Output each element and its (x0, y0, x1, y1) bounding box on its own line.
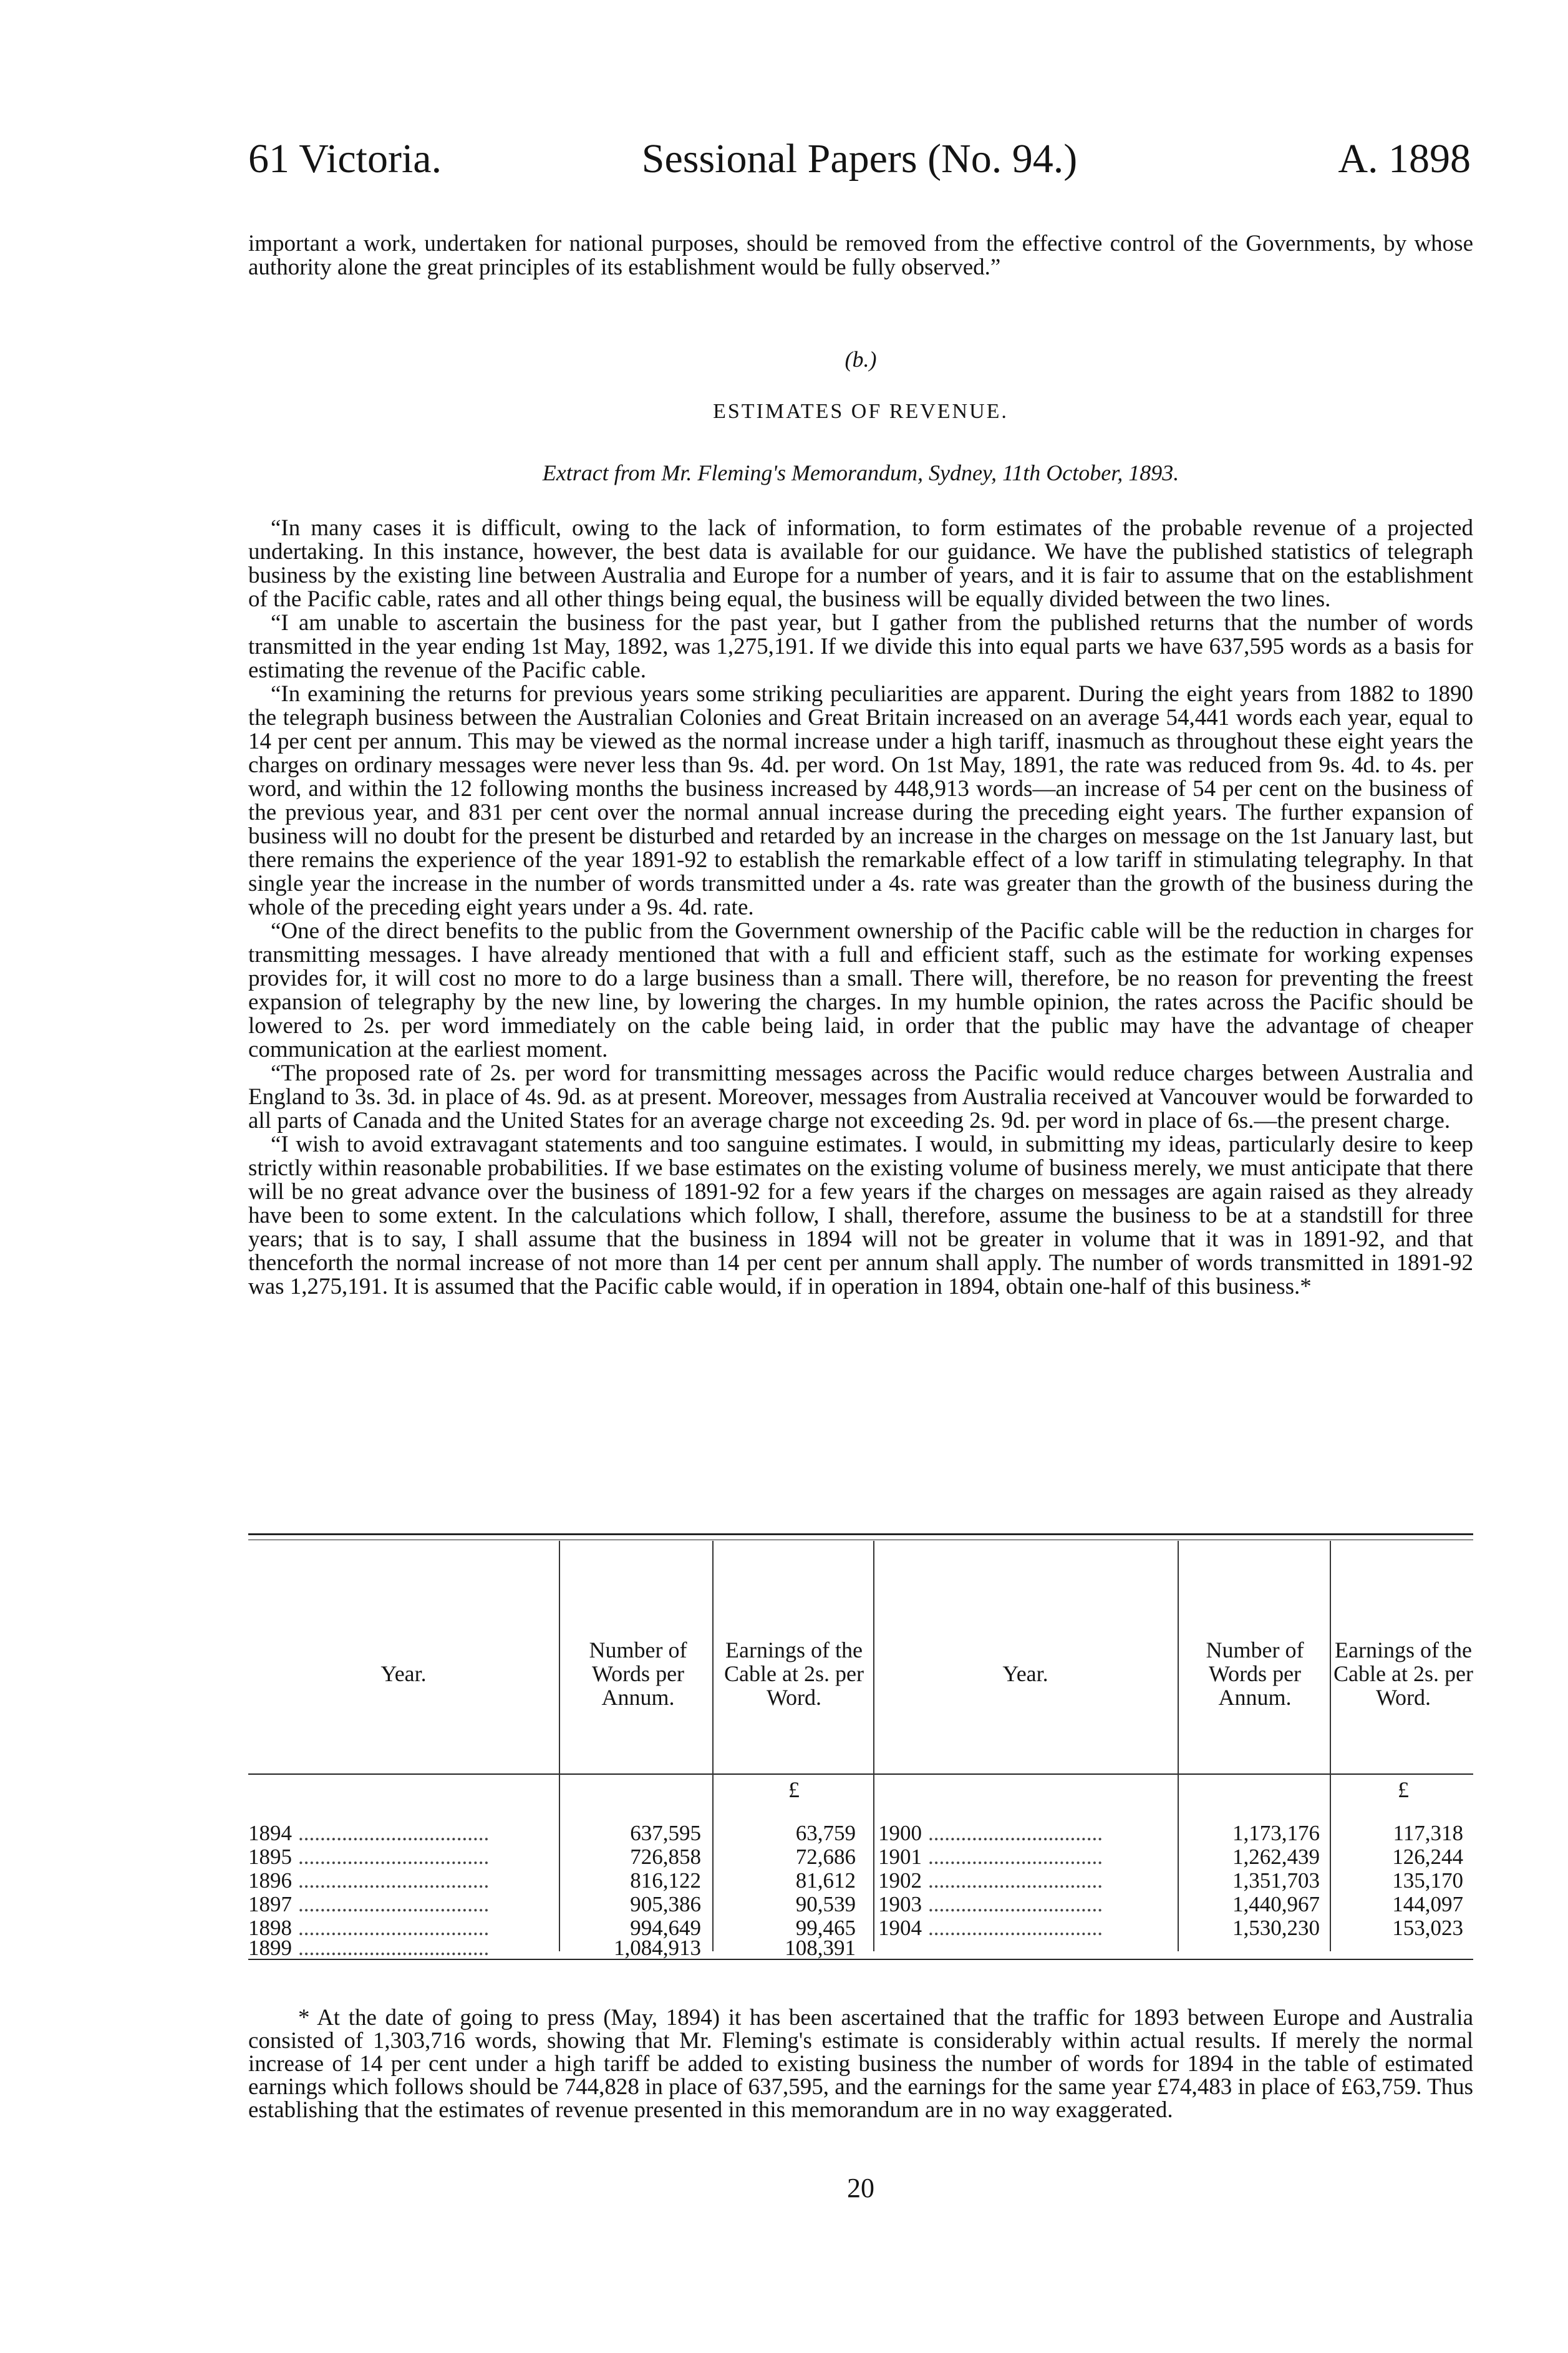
words-cell: 905,386 (630, 1892, 701, 1916)
leader-dots: ................................... (298, 1845, 490, 1869)
leader-dots: ................................ (928, 1845, 1103, 1869)
earnings-cell: 63,759 (795, 1821, 856, 1845)
words-cell: 1,084,913 (614, 1936, 701, 1960)
year-cell: 1896 (248, 1868, 292, 1893)
words-cell: 726,858 (630, 1845, 701, 1869)
earnings-cell: 72,686 (795, 1845, 856, 1869)
leader-dots: ................................ (928, 1821, 1103, 1845)
leader-dots: ................................... (298, 1868, 490, 1893)
leader-dots: ................................... (298, 1936, 490, 1960)
leader-dots: ................................ (928, 1916, 1103, 1940)
earnings-cell: 90,539 (795, 1892, 856, 1916)
estimates-table (248, 1533, 1473, 1961)
header-title: Sessional Papers (No. 94.) (641, 136, 1078, 182)
paragraph: “The proposed rate of 2s. per word for transmitting messages across the Pacific would reduce charges between Australia and England to 3s. 3d. in place of 4s. 9d. as at present. Moreover, messages from Australia received at Vancouver would be forwarded to all parts of Canada and the United States for an average charge not exceeding 2s. 9d. per word in place of 6s.—the present charge. (248, 1060, 1473, 1133)
header-year-left: Year. (380, 1661, 427, 1686)
section-label: (b.) (844, 347, 877, 372)
header-year-right: Year. (1002, 1661, 1048, 1686)
year-cell: 1899 (248, 1936, 292, 1960)
footnote-text: * At the date of going to press (May, 1894) it has been ascertained that the traffic for 1893 between Europe and Australia consisted of 1,303,716 words, showing that Mr. Fleming's estimate is considerably within actual results. If merely the normal increase of 14 per cent under a high tariff be added to existing business the number of words for 1894 in the table of estimated earnings which follows should be 744,828 in place of 637,595, and the earnings for the same year £74,483 in place of £63,759. Thus establishing that the estimates of revenue presented in this memorandum are in no way exaggerated. (248, 2005, 1473, 2123)
header-earnings-right: Earnings of the Cable at 2s. per Word. (1333, 1637, 1473, 1710)
currency-unit-right: £ (1398, 1777, 1409, 1802)
intro-paragraph: important a work, undertaken for national purposes, should be removed from the effective control of the Governments, by whose authority alone the great principles of its establishment would be fully observed.” (248, 231, 1473, 280)
words-cell: 994,649 (630, 1916, 701, 1940)
leader-dots: ................................... (298, 1916, 490, 1940)
earnings-cell: 99,465 (795, 1916, 856, 1940)
earnings-cell: 81,612 (795, 1868, 856, 1893)
paragraph: “In many cases it is difficult, owing to the lack of information, to form estimates of the probable revenue of a projected undertaking. In this instance, however, the best data is available for our guidance. We have the published statistics of telegraph business by the existing line between Australia and Europe for a number of years, and it is fair to assume that on the establishment of the Pacific cable, rates and all other things being equal, the business will be equally divided between the two lines. (248, 515, 1473, 612)
leader-dots: ................................ (928, 1892, 1103, 1916)
earnings-cell: 153,023 (1392, 1916, 1463, 1940)
leader-dots: ................................... (298, 1892, 490, 1916)
year-cell: 1903 (878, 1892, 922, 1916)
year-cell: 1900 (878, 1821, 922, 1845)
words-cell: 1,530,230 (1232, 1916, 1320, 1940)
earnings-cell: 144,097 (1392, 1892, 1463, 1916)
currency-unit-left: £ (788, 1777, 800, 1802)
paragraph: “In examining the returns for previous years some striking peculiarities are apparent. During the eight years from 1882 to 1890 the telegraph business between the Australian Colonies and Great Britain increased on an average 54,441 words each year, equal to 14 per cent per annum. This may be viewed as the normal increase under a high tariff, inasmuch as throughout these eight years the charges on ordinary messages were never less than 9s. 4d. per word. On 1st May, 1891, the rate was reduced from 9s. 4d. to 4s. per word, and within the 12 following months the business increased by 448,913 words—an increase of 54 per cent on the business of the previous year, and 831 per cent over the normal annual increase during the preceding eight years. The further expansion of business will no doubt for the present be disturbed and retarded by an increase in the charges on message on the 1st January last, but there remains the experience of the year 1891-92 to establish the remarkable effect of a low tariff in stimulating telegraphy. In that single year the increase in the number of words transmitted under a 4s. rate was greater than the growth of the business during the whole of the preceding eight years under a 9s. 4d. rate. (248, 681, 1473, 920)
year-cell: 1895 (248, 1845, 292, 1869)
earnings-cell: 108,391 (785, 1936, 856, 1960)
year-cell: 1901 (878, 1845, 922, 1869)
year-cell: 1898 (248, 1916, 292, 1940)
header-words-right: Number of Words per Annum. (1206, 1637, 1304, 1710)
section-subtitle: Extract from Mr. Fleming's Memorandum, Sydney, 11th October, 1893. (542, 460, 1179, 485)
earnings-cell: 117,318 (1393, 1821, 1463, 1845)
paragraph: “I wish to avoid extravagant statements and too sanguine estimates. I would, in submitting my ideas, particularly desire to keep strictly within reasonable probabilities. If we base estimates on the existing volume of business merely, we must anticipate that there will be no great advance over the business of 1891-92 for a few years if the charges on messages are again raised as they already have been to some extent. In the calculations which follow, I shall, therefore, assume the business to be at a standstill for three years; that is to say, I shall assume that the business in 1894 will not be greater in volume that it was in 1891-92, and that thenceforth the normal increase of not more than 14 per cent per annum shall apply. The number of words transmitted in 1891-92 was 1,275,191. It is assumed that the Pacific cable would, if in operation in 1894, obtain one-half of this business.* (248, 1132, 1473, 1299)
year-cell: 1902 (878, 1868, 922, 1893)
header-session: 61 Victoria. (248, 136, 442, 182)
header-year: A. 1898 (1338, 136, 1471, 182)
page-header (248, 134, 1471, 190)
paragraph: “One of the direct benefits to the public from the Government ownership of the Pacific cable will be the reduction in charges for transmitting messages. I have already mentioned that with a full and efficient staff, such as the estimate for working expenses provides for, it will cost no more to do a large business than a small. There will, therefore, be no reason for preventing the freest expansion of telegraphy by the new line, by lowering the charges. In my humble opinion, the rates across the Pacific should be lowered to 2s. per word immediately on the cable being laid, in order that the public may have the advantage of cheaper communication at the earliest moment. (248, 918, 1473, 1062)
leader-dots: ................................... (298, 1821, 490, 1845)
year-cell: 1897 (248, 1892, 292, 1916)
section-title: ESTIMATES OF REVENUE. (713, 400, 1009, 423)
page-number: 20 (847, 2173, 874, 2203)
table-top-rule (248, 1533, 1473, 1535)
words-cell: 1,173,176 (1232, 1821, 1320, 1845)
words-cell: 1,262,439 (1232, 1845, 1320, 1869)
header-bottom-rule (248, 1773, 1473, 1775)
earnings-cell: 135,170 (1392, 1868, 1463, 1893)
earnings-cell: 126,244 (1392, 1845, 1463, 1869)
year-cell: 1904 (878, 1916, 922, 1940)
words-cell: 1,351,703 (1232, 1868, 1320, 1893)
words-cell: 637,595 (630, 1821, 701, 1845)
words-cell: 816,122 (630, 1868, 701, 1893)
memorandum-text (248, 517, 1473, 1299)
paragraph: “I am unable to ascertain the business for the past year, but I gather from the published returns that the number of words transmitted in the year ending 1st May, 1892, was 1,275,191. If we divide this into equal parts we have 637,595 words as a basis for estimating the revenue of the Pacific cable. (248, 610, 1473, 683)
header-earnings-left: Earnings of the Cable at 2s. per Word. (724, 1637, 864, 1710)
leader-dots: ................................ (928, 1868, 1103, 1893)
words-cell: 1,440,967 (1232, 1892, 1320, 1916)
year-cell: 1894 (248, 1821, 292, 1845)
intro-text (248, 232, 1473, 279)
header-words-left: Number of Words per Annum. (589, 1637, 687, 1710)
footnote (248, 2006, 1473, 2122)
